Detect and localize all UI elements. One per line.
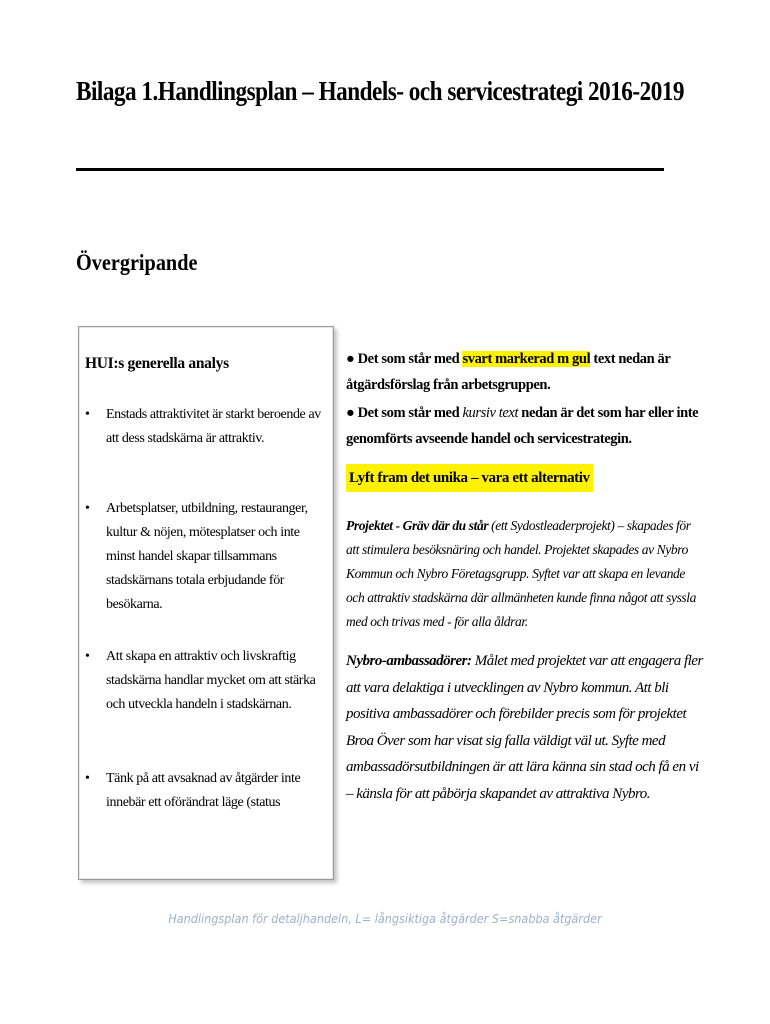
title-underline — [76, 168, 664, 171]
ambassador-text: Målet med projektet var att engagera fler att vara delaktiga i utvecklingen av Nybro kommun. Att bli positiva ambassadörer och förebilder precis som för projektet Broa Över som har visat sig falla väldigt väl ut. Syfte med ambassadörsutbildningen är att lära känna sin stad och få en vi – känsla för att påbörja skapandet av attraktiva Nybro. — [346, 653, 703, 802]
bullet-icon: ● — [346, 351, 355, 367]
ambassador-paragraph — [346, 648, 706, 807]
right-column — [346, 346, 706, 807]
analysis-item-2 — [85, 497, 321, 617]
analysis-item-text: Tänk på att avsaknad av åtgärder inte innebär ett oförändrat läge (status — [106, 771, 301, 810]
legend-italic-sample: kursiv text — [462, 405, 519, 421]
analysis-heading: HUI:s generella analys — [85, 355, 229, 372]
analysis-item-4 — [85, 767, 321, 815]
project-paragraph — [346, 514, 706, 634]
analysis-item-1 — [85, 403, 321, 451]
legend-highlight-sample: svart markerad m gul — [462, 351, 591, 367]
bullet-icon: ● — [346, 405, 355, 421]
project-text: (ett Sydostleaderprojekt) – skapades för att stimulera besöksnäring och handel. Projektet skapades av Nybro Kommun och Nybro Företagsgrupp. Syftet var att skapa en levande och attraktiv stadskärna där allmänheten kunde finna något att syssla med och trivas med - för alla åldrar. — [346, 518, 696, 629]
bullet-icon: • — [85, 501, 90, 516]
subheading-unique: Lyft fram det unika – vara ett alternativ — [346, 464, 593, 492]
bullet-icon: • — [85, 649, 90, 664]
analysis-item-text: Enstads attraktivitet är starkt beroende av att dess stadskärna är attraktiv. — [106, 407, 321, 446]
bullet-icon: • — [85, 407, 90, 422]
analysis-box — [78, 326, 334, 880]
legend-line2-prefix: Det som står med — [357, 405, 463, 421]
analysis-item-3 — [85, 645, 321, 717]
bullet-icon: • — [85, 771, 90, 786]
legend-line1-suffix: text nedan är åtgärdsförslag från arbetsgruppen. — [346, 351, 671, 393]
project-title: Projektet - Gräv där du står — [346, 518, 489, 533]
ambassador-title: Nybro-ambassadörer: — [346, 653, 472, 669]
section-heading: Övergripande — [76, 250, 198, 275]
legend-line1-prefix: Det som står med — [357, 351, 463, 367]
legend-highlight-note — [346, 346, 706, 398]
page-title: Bilaga 1.Handlingsplan – Handels- och servicestrategi 2016-2019 — [76, 76, 684, 106]
analysis-item-text: Arbetsplatser, utbildning, restauranger, kultur & nöjen, mötesplatser och inte minst handel skapar tillsammans stadskärnans totala erbjudande för besökarna. — [106, 501, 308, 612]
page-footer: Handlingsplan för detaljhandeln, L= långsiktiga åtgärder S=snabba åtgärder — [168, 911, 602, 926]
legend-italic-note — [346, 400, 706, 452]
analysis-item-text: Att skapa en attraktiv och livskraftig stadskärna handlar mycket om att stärka och utveckla handeln i stadskärnan. — [106, 649, 316, 712]
legend-line2-suffix: nedan är det som har eller inte genomförts avseende handel och servicestrategin. — [346, 405, 699, 447]
